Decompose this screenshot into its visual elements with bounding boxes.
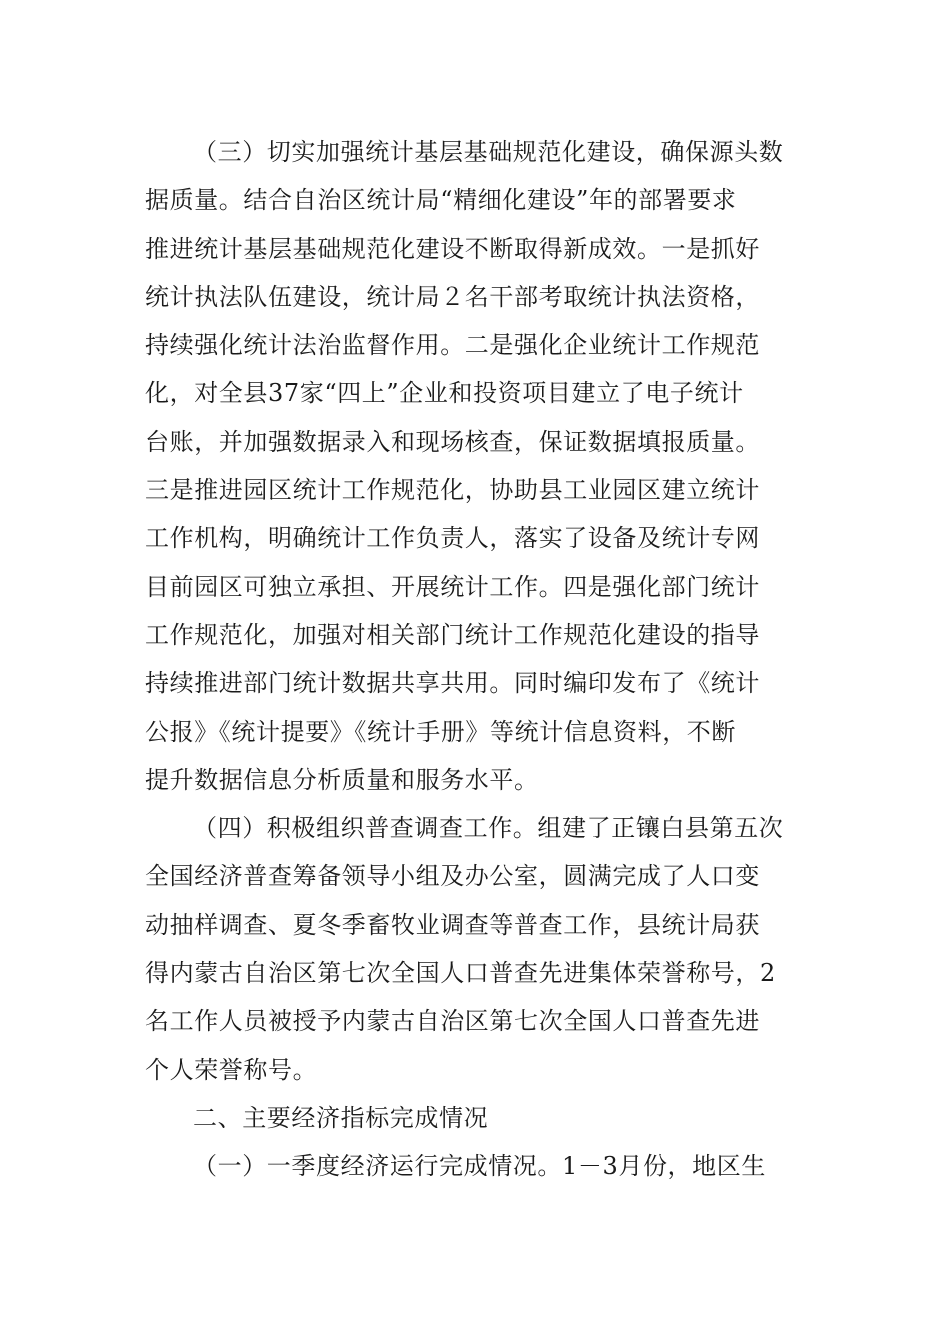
paragraph-line: 工作机构，明确统计工作负责人，落实了设备及统计专网 xyxy=(145,524,760,553)
paragraph-line: 个人荣誉称号。 xyxy=(145,1055,318,1084)
paragraph-line: （四）积极组织普查调查工作。组建了正镶白县第五次 xyxy=(193,814,784,843)
paragraph-line: 得内蒙古自治区第七次全国人口普查先进集体荣誉称号，2 xyxy=(145,959,776,988)
paragraph-line: 目前园区可独立承担、开展统计工作。四是强化部门统计 xyxy=(145,572,760,601)
document-body xyxy=(145,128,815,1191)
paragraph-line: 全国经济普查筹备领导小组及办公室，圆满完成了人口变 xyxy=(145,862,760,891)
paragraph-line: 据质量。结合自治区统计局“精细化建设”年的部署要求 xyxy=(145,186,737,215)
paragraph-line: 推进统计基层基础规范化建设不断取得新成效。一是抓好 xyxy=(145,234,760,263)
paragraph-line: 化，对全县37家“四上”企业和投资项目建立了电子统计 xyxy=(145,379,744,408)
paragraph-line: 统计执法队伍建设，统计局２名干部考取统计执法资格， xyxy=(145,282,760,311)
section-heading: 二、主要经济指标完成情况 xyxy=(193,1103,489,1132)
paragraph-line: 工作规范化，加强对相关部门统计工作规范化建设的指导 xyxy=(145,620,760,649)
paragraph-line: 动抽样调查、夏冬季畜牧业调查等普查工作，县统计局获 xyxy=(145,910,760,939)
paragraph-line: 台账，并加强数据录入和现场核查，保证数据填报质量。 xyxy=(145,427,760,456)
paragraph-line: 名工作人员被授予内蒙古自治区第七次全国人口普查先进 xyxy=(145,1007,760,1036)
paragraph-line: （一）一季度经济运行完成情况。1－3月份，地区生 xyxy=(193,1152,766,1181)
paragraph-line: 公报》《统计提要》《统计手册》等统计信息资料，不断 xyxy=(145,717,736,746)
paragraph-line: 提升数据信息分析质量和服务水平。 xyxy=(145,765,539,794)
paragraph-line: 持续推进部门统计数据共享共用。同时编印发布了《统计 xyxy=(145,669,760,698)
paragraph-line: 持续强化统计法治监督作用。二是强化企业统计工作规范 xyxy=(145,331,760,360)
paragraph-line: 三是推进园区统计工作规范化，协助县工业园区建立统计 xyxy=(145,476,760,505)
paragraph-line: （三）切实加强统计基层基础规范化建设，确保源头数 xyxy=(193,138,784,166)
